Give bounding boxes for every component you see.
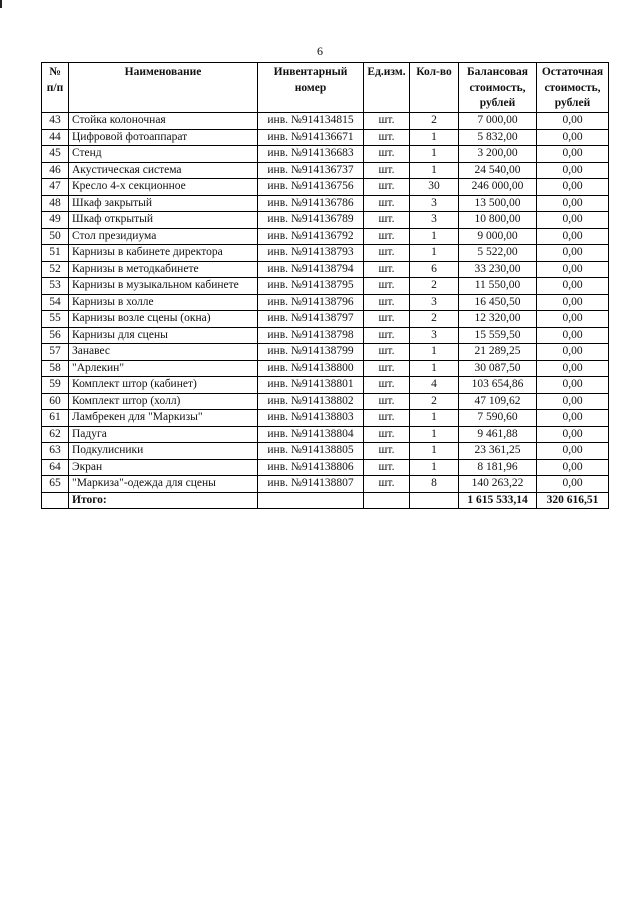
- item-name: "Маркиза"-одежда для сцены: [69, 476, 258, 493]
- total-unit-cell: [364, 492, 410, 509]
- row-num: 51: [42, 245, 69, 262]
- item-name: Карнизы в методкабинете: [69, 261, 258, 278]
- inventory-number: инв. №914138793: [258, 245, 364, 262]
- row-num: 49: [42, 212, 69, 229]
- total-inv-cell: [258, 492, 364, 509]
- item-name: Карнизы в кабинете директора: [69, 245, 258, 262]
- table-row: [42, 278, 609, 295]
- table-row: [42, 212, 609, 229]
- unit: шт.: [364, 162, 410, 179]
- inventory-number: инв. №914138794: [258, 261, 364, 278]
- residual-cost: 0,00: [537, 344, 609, 361]
- inventory-number: инв. №914136737: [258, 162, 364, 179]
- total-residual: 320 616,51: [537, 492, 609, 509]
- item-name: Карнизы в холле: [69, 294, 258, 311]
- inventory-number: инв. №914138799: [258, 344, 364, 361]
- residual-cost: 0,00: [537, 162, 609, 179]
- row-num: 63: [42, 443, 69, 460]
- quantity: 1: [410, 344, 459, 361]
- inventory-number: инв. №914136786: [258, 195, 364, 212]
- unit: шт.: [364, 443, 410, 460]
- balance-cost: 24 540,00: [459, 162, 537, 179]
- unit: шт.: [364, 393, 410, 410]
- quantity: 4: [410, 377, 459, 394]
- balance-cost: 33 230,00: [459, 261, 537, 278]
- item-name: Комплект штор (холл): [69, 393, 258, 410]
- residual-cost: 0,00: [537, 278, 609, 295]
- item-name: Комплект штор (кабинет): [69, 377, 258, 394]
- table-row: [42, 261, 609, 278]
- item-name: Стол президиума: [69, 228, 258, 245]
- inventory-number: инв. №914138804: [258, 426, 364, 443]
- table-row: [42, 459, 609, 476]
- quantity: 1: [410, 459, 459, 476]
- unit: шт.: [364, 327, 410, 344]
- table-row: [42, 195, 609, 212]
- item-name: Ламбрекен для "Маркизы": [69, 410, 258, 427]
- row-num: 52: [42, 261, 69, 278]
- inventory-number: инв. №914136789: [258, 212, 364, 229]
- residual-cost: 0,00: [537, 113, 609, 130]
- balance-cost: 12 320,00: [459, 311, 537, 328]
- residual-cost: 0,00: [537, 179, 609, 196]
- table-row: [42, 410, 609, 427]
- quantity: 1: [410, 426, 459, 443]
- inventory-number: инв. №914138795: [258, 278, 364, 295]
- table-row: [42, 228, 609, 245]
- item-name: Экран: [69, 459, 258, 476]
- row-num: 46: [42, 162, 69, 179]
- header-num: № п/п: [42, 63, 69, 113]
- balance-cost: 5 522,00: [459, 245, 537, 262]
- unit: шт.: [364, 113, 410, 130]
- table-row: [42, 146, 609, 163]
- total-row: [42, 492, 609, 509]
- inventory-number: инв. №914136792: [258, 228, 364, 245]
- unit: шт.: [364, 179, 410, 196]
- unit: шт.: [364, 195, 410, 212]
- table-row: [42, 179, 609, 196]
- quantity: 6: [410, 261, 459, 278]
- item-name: Акустическая система: [69, 162, 258, 179]
- row-num: 53: [42, 278, 69, 295]
- item-name: Падуга: [69, 426, 258, 443]
- inventory-table: [41, 62, 609, 509]
- unit: шт.: [364, 294, 410, 311]
- item-name: Цифровой фотоаппарат: [69, 129, 258, 146]
- row-num: 45: [42, 146, 69, 163]
- total-label: Итого:: [69, 492, 258, 509]
- item-name: Карнизы возле сцены (окна): [69, 311, 258, 328]
- row-num: 50: [42, 228, 69, 245]
- residual-cost: 0,00: [537, 261, 609, 278]
- balance-cost: 7 590,60: [459, 410, 537, 427]
- header-name: Наименование: [69, 63, 258, 113]
- inventory-number: инв. №914138801: [258, 377, 364, 394]
- unit: шт.: [364, 129, 410, 146]
- unit: шт.: [364, 377, 410, 394]
- row-num: 48: [42, 195, 69, 212]
- item-name: Стенд: [69, 146, 258, 163]
- balance-cost: 103 654,86: [459, 377, 537, 394]
- inventory-number: инв. №914136671: [258, 129, 364, 146]
- unit: шт.: [364, 228, 410, 245]
- residual-cost: 0,00: [537, 311, 609, 328]
- quantity: 2: [410, 393, 459, 410]
- inventory-number: инв. №914138797: [258, 311, 364, 328]
- total-qty-cell: [410, 492, 459, 509]
- unit: шт.: [364, 311, 410, 328]
- item-name: Стойка колоночная: [69, 113, 258, 130]
- quantity: 1: [410, 245, 459, 262]
- balance-cost: 3 200,00: [459, 146, 537, 163]
- balance-cost: 9 461,88: [459, 426, 537, 443]
- inventory-number: инв. №914138805: [258, 443, 364, 460]
- unit: шт.: [364, 360, 410, 377]
- row-num: 64: [42, 459, 69, 476]
- quantity: 1: [410, 410, 459, 427]
- residual-cost: 0,00: [537, 410, 609, 427]
- item-name: Шкаф закрытый: [69, 195, 258, 212]
- table-row: [42, 113, 609, 130]
- unit: шт.: [364, 426, 410, 443]
- inventory-number: инв. №914134815: [258, 113, 364, 130]
- table-row: [42, 311, 609, 328]
- item-name: Карнизы для сцены: [69, 327, 258, 344]
- table-body: [42, 113, 609, 493]
- quantity: 1: [410, 443, 459, 460]
- table-row: [42, 360, 609, 377]
- header-quantity: Кол-во: [410, 63, 459, 113]
- unit: шт.: [364, 212, 410, 229]
- row-num: 61: [42, 410, 69, 427]
- balance-cost: 47 109,62: [459, 393, 537, 410]
- row-num: 58: [42, 360, 69, 377]
- table-row: [42, 344, 609, 361]
- inventory-number: инв. №914138803: [258, 410, 364, 427]
- unit: шт.: [364, 459, 410, 476]
- row-num: 62: [42, 426, 69, 443]
- table-row: [42, 426, 609, 443]
- residual-cost: 0,00: [537, 212, 609, 229]
- item-name: Кресло 4-х секционное: [69, 179, 258, 196]
- total-num-cell: [42, 492, 69, 509]
- quantity: 3: [410, 294, 459, 311]
- table-row: [42, 245, 609, 262]
- unit: шт.: [364, 410, 410, 427]
- unit: шт.: [364, 278, 410, 295]
- quantity: 3: [410, 327, 459, 344]
- header-unit: Ед.изм.: [364, 63, 410, 113]
- total-balance: 1 615 533,14: [459, 492, 537, 509]
- item-name: Шкаф открытый: [69, 212, 258, 229]
- residual-cost: 0,00: [537, 476, 609, 493]
- unit: шт.: [364, 344, 410, 361]
- balance-cost: 5 832,00: [459, 129, 537, 146]
- item-name: Занавес: [69, 344, 258, 361]
- inventory-number: инв. №914136756: [258, 179, 364, 196]
- row-num: 59: [42, 377, 69, 394]
- table-row: [42, 129, 609, 146]
- table-row: [42, 443, 609, 460]
- quantity: 1: [410, 162, 459, 179]
- residual-cost: 0,00: [537, 245, 609, 262]
- quantity: 8: [410, 476, 459, 493]
- unit: шт.: [364, 261, 410, 278]
- page-edge-mark: [0, 0, 2, 8]
- quantity: 3: [410, 195, 459, 212]
- balance-cost: 10 800,00: [459, 212, 537, 229]
- row-num: 54: [42, 294, 69, 311]
- inventory-number: инв. №914138798: [258, 327, 364, 344]
- balance-cost: 16 450,50: [459, 294, 537, 311]
- residual-cost: 0,00: [537, 459, 609, 476]
- residual-cost: 0,00: [537, 426, 609, 443]
- quantity: 1: [410, 129, 459, 146]
- residual-cost: 0,00: [537, 195, 609, 212]
- table-row: [42, 162, 609, 179]
- unit: шт.: [364, 146, 410, 163]
- balance-cost: 23 361,25: [459, 443, 537, 460]
- item-name: Карнизы в музыкальном кабинете: [69, 278, 258, 295]
- inventory-number: инв. №914138806: [258, 459, 364, 476]
- row-num: 57: [42, 344, 69, 361]
- balance-cost: 7 000,00: [459, 113, 537, 130]
- balance-cost: 9 000,00: [459, 228, 537, 245]
- table-row: [42, 377, 609, 394]
- row-num: 47: [42, 179, 69, 196]
- balance-cost: 11 550,00: [459, 278, 537, 295]
- residual-cost: 0,00: [537, 443, 609, 460]
- row-num: 56: [42, 327, 69, 344]
- row-num: 44: [42, 129, 69, 146]
- table-row: [42, 476, 609, 493]
- residual-cost: 0,00: [537, 228, 609, 245]
- table-row: [42, 327, 609, 344]
- item-name: Подкулисники: [69, 443, 258, 460]
- quantity: 2: [410, 113, 459, 130]
- quantity: 2: [410, 311, 459, 328]
- quantity: 3: [410, 212, 459, 229]
- inventory-number: инв. №914138807: [258, 476, 364, 493]
- residual-cost: 0,00: [537, 129, 609, 146]
- header-residual-cost: Остаточная стоимость, рублей: [537, 63, 609, 113]
- quantity: 30: [410, 179, 459, 196]
- balance-cost: 21 289,25: [459, 344, 537, 361]
- row-num: 55: [42, 311, 69, 328]
- header-balance-cost: Балансовая стоимость, рублей: [459, 63, 537, 113]
- quantity: 2: [410, 278, 459, 295]
- item-name: "Арлекин": [69, 360, 258, 377]
- table-row: [42, 393, 609, 410]
- balance-cost: 13 500,00: [459, 195, 537, 212]
- unit: шт.: [364, 476, 410, 493]
- inventory-number: инв. №914136683: [258, 146, 364, 163]
- residual-cost: 0,00: [537, 360, 609, 377]
- unit: шт.: [364, 245, 410, 262]
- quantity: 1: [410, 228, 459, 245]
- quantity: 1: [410, 360, 459, 377]
- balance-cost: 140 263,22: [459, 476, 537, 493]
- residual-cost: 0,00: [537, 393, 609, 410]
- balance-cost: 30 087,50: [459, 360, 537, 377]
- row-num: 60: [42, 393, 69, 410]
- balance-cost: 15 559,50: [459, 327, 537, 344]
- table-row: [42, 294, 609, 311]
- table-header-row: [42, 63, 609, 113]
- residual-cost: 0,00: [537, 294, 609, 311]
- inventory-number: инв. №914138802: [258, 393, 364, 410]
- residual-cost: 0,00: [537, 377, 609, 394]
- row-num: 43: [42, 113, 69, 130]
- quantity: 1: [410, 146, 459, 163]
- row-num: 65: [42, 476, 69, 493]
- balance-cost: 8 181,96: [459, 459, 537, 476]
- header-inventory-number: Инвентарный номер: [258, 63, 364, 113]
- residual-cost: 0,00: [537, 327, 609, 344]
- residual-cost: 0,00: [537, 146, 609, 163]
- inventory-number: инв. №914138796: [258, 294, 364, 311]
- page-number: 6: [317, 44, 323, 58]
- inventory-number: инв. №914138800: [258, 360, 364, 377]
- balance-cost: 246 000,00: [459, 179, 537, 196]
